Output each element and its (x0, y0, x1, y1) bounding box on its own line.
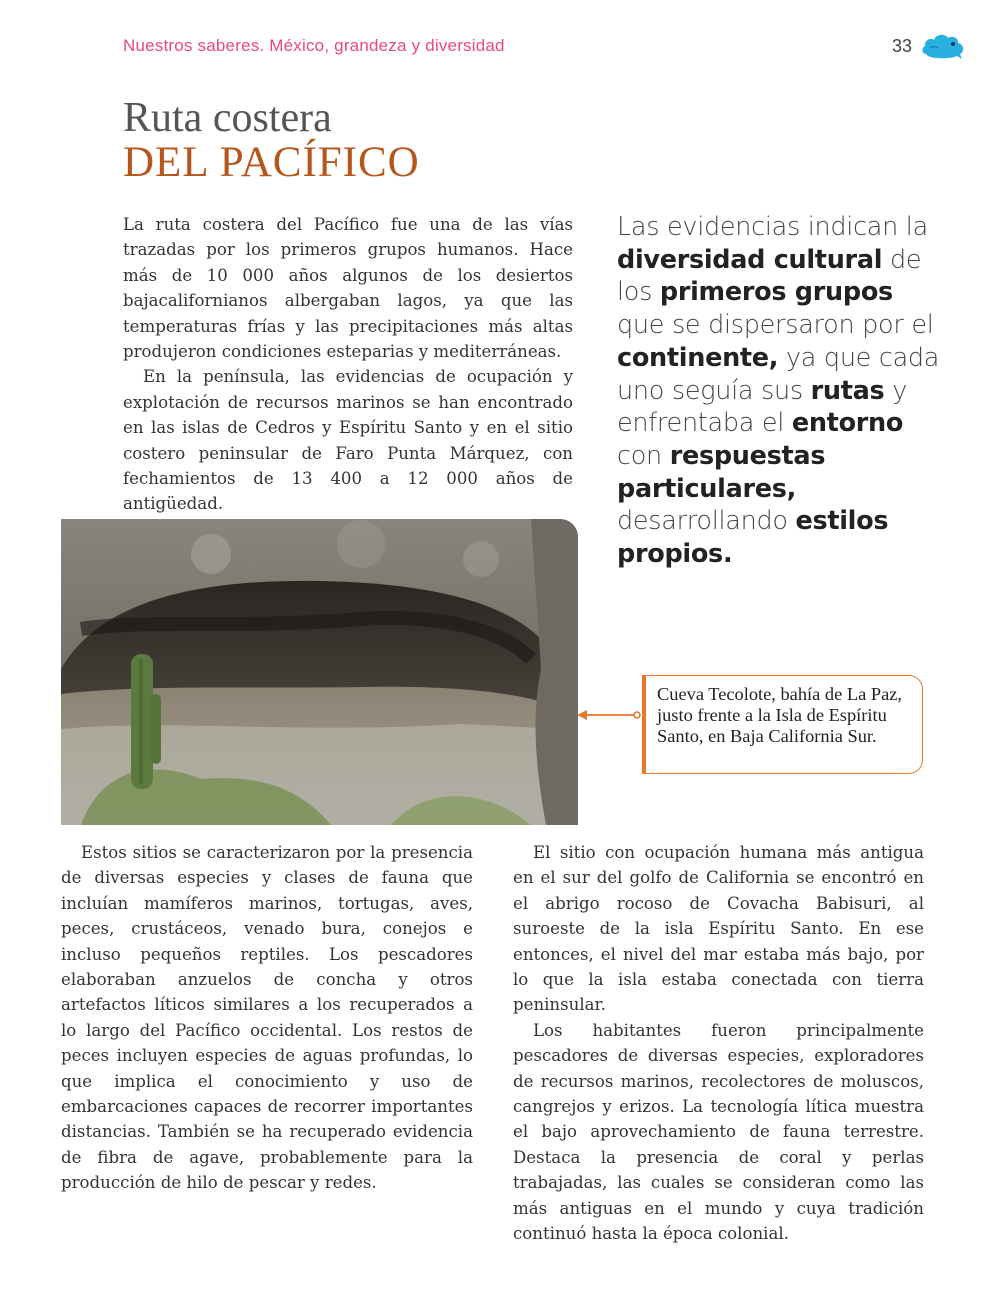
page-number: 33 (892, 36, 913, 56)
intro-paragraph-1: La ruta costera del Pacífico fue una de las vías trazadas por los primeros grupos humanos. Hace más de 10 000 años algunos de los desiertos bajacalifornianos albergaban lagos, ya que las temperaturas frías y las precipitaciones más altas produjeron condiciones esteparias y mediterráneas. (123, 215, 573, 362)
quote-text: ya que cada uno seguía sus (617, 342, 940, 406)
quote-text: desarrollando (617, 506, 796, 537)
quote-text: Las evidencias indican la (617, 212, 928, 242)
quote-bold: primeros grupos (659, 277, 893, 308)
right-paragraph-2: Los habitantes fueron principalmente pescadores de diversas especies, exploradores de recursos marinos, recolectores de moluscos, cangrejos y erizos. La tecnología lítica muestra el bajo aprovechamiento de fauna terrestre. Destaca la presencia de coral y perlas trabajadas, las cuales se consideran como las más antiguas en el mundo y cuya tradición continuó hasta la época colonial. (513, 1020, 924, 1244)
quote-text: con (617, 440, 670, 471)
quote-bold: rutas (810, 375, 885, 406)
quote-bold: diversidad cultural (617, 244, 883, 275)
cave-photo (61, 519, 578, 825)
quote-text: de los (617, 244, 922, 308)
left-paragraph-1: Estos sitios se caracterizaron por la presencia de diversas especies y clases de fauna que incluían mamíferos marinos, tortugas, aves, peces, crustáceos, venado bura, conejos e incluso pequeños reptiles. Los pescadores elaboraban anzuelos de concha y otros artefactos líticos similares a los recuperados a lo largo del Pacífico occidental. Los restos de peces incluyen especies de aguas profundas, lo que implica el conocimiento y uso de embarcaciones capaces de recorrer importantes distancias. También se ha recuperado evidencia de fibra de agave, probablemente para la producción de hilo de pescar y redes. (61, 843, 473, 1193)
right-column-text (513, 840, 924, 1247)
caption-pointer-arrow (576, 707, 646, 723)
left-column-text (61, 840, 473, 1196)
page-title-line2: DEL PACÍFICO (123, 139, 420, 186)
quote-text: que se dispersaron por el (617, 310, 934, 341)
running-header: Nuestros saberes. México, grandeza y diversidad (123, 36, 505, 55)
quote-bold: continente, (617, 342, 779, 373)
intro-paragraph-2: En la península, las evidencias de ocupación y explotación de recursos marinos se han encontrado en las islas de Cedros y Espíritu Santo y en el sitio costero peninsular de Faro Punta Márquez, con fechamientos de 13 400 a 12 000 años de antigüedad. (123, 367, 573, 514)
pull-quote (617, 211, 947, 571)
cloud-mascot-icon (920, 30, 966, 64)
quote-bold: entorno (791, 408, 904, 439)
quote-text: y enfrentaba el (617, 375, 908, 439)
photo-caption: Cueva Tecolote, bahía de La Paz, justo frente a la Isla de Espíritu Santo, en Baja California Sur. (642, 675, 923, 774)
intro-text (123, 212, 573, 517)
page-title-line1: Ruta costera (123, 95, 332, 141)
quote-bold: respuestas particulares, (617, 440, 826, 504)
right-paragraph-1: El sitio con ocupación humana más antigua en el sur del golfo de California se encontró en el abrigo rocoso de Covacha Babisuri, al suroeste de la isla Espíritu Santo. En ese entonces, el nivel del mar estaba más bajo, por lo que la isla estaba conectada con tierra peninsular. (513, 843, 924, 1015)
quote-bold: estilos propios. (617, 506, 889, 570)
